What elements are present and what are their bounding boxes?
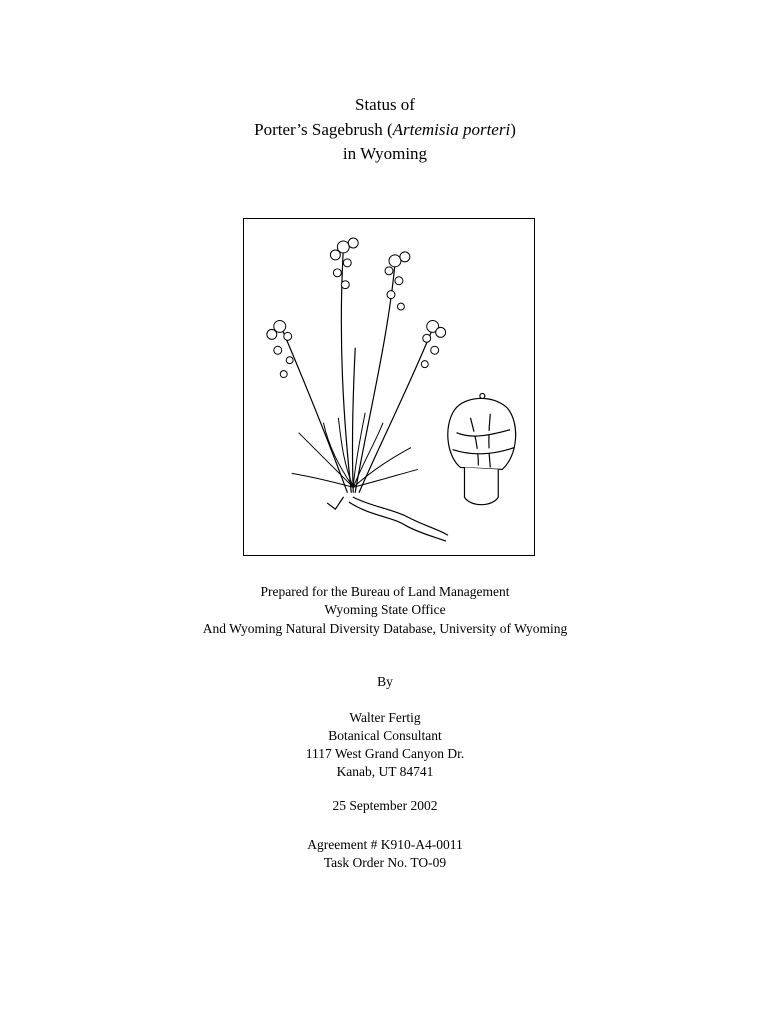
author-title: Botanical Consultant [328,728,442,743]
title-line-1: Status of [355,95,415,114]
title-scientific-name: Artemisia porteri [392,120,511,139]
prepared-for-line-3: And Wyoming Natural Diversity Database, University of Wyoming [202,621,568,636]
author-address: 1117 West Grand Canyon Dr. [305,746,465,761]
title-common-name: Porter’s Sagebrush ( [254,120,393,139]
agreement-number: Agreement # K910-A4-0011 [307,837,463,852]
task-order: Task Order No. TO-09 [323,855,447,870]
plant-illustration [243,218,535,556]
prepared-for-line-1: Prepared for the Bureau of Land Management [260,584,510,599]
title-line-3: in Wyoming [342,144,428,163]
author-city: Kanab, UT 84741 [336,764,434,779]
title-paren-close: ) [510,120,516,139]
prepared-for-line-2: Wyoming State Office [324,602,446,617]
sagebrush-plant-illustration-icon [244,219,534,555]
title-line-2 [0,118,770,142]
by-label: By [377,674,393,689]
author-name: Walter Fertig [349,710,421,725]
report-date: 25 September 2002 [332,798,438,813]
